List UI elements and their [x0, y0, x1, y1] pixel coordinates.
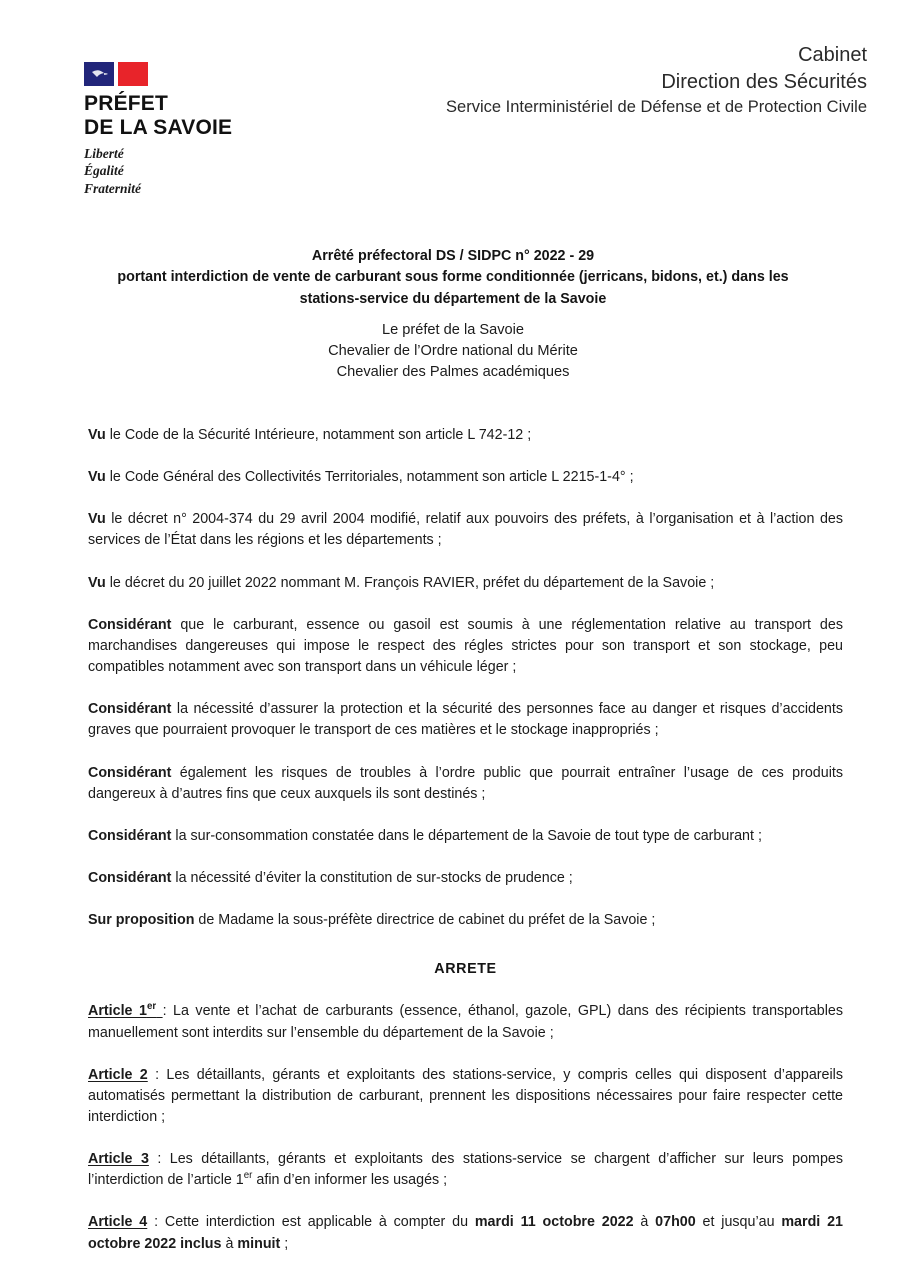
prefecture-name — [84, 92, 314, 139]
clause-text: le Code Général des Collectivités Territoriales, notamment son article L 2215-1-4° ; — [105, 469, 634, 486]
clause-considerant-4 — [88, 826, 843, 847]
authority-line-palmes: Chevalier des Palmes académiques — [336, 364, 570, 381]
motto-egalite: Égalité — [84, 163, 124, 179]
clause-considerant-3 — [88, 763, 843, 805]
clause-label: Vu — [88, 574, 106, 591]
service-sidpc: Service Interministériel de Défense et de Protection Civile — [446, 97, 867, 116]
article-3-ordinal-sup: er — [243, 1170, 253, 1182]
prefecture-name-line2: DE LA SAVOIE — [84, 115, 233, 139]
clause-text: le décret du 20 juillet 2022 nommant M. François RAVIER, préfet du département de la Savoie ; — [105, 574, 715, 591]
document-header — [0, 0, 905, 200]
prefecture-logo-block — [84, 62, 314, 197]
clause-label: Vu — [88, 469, 106, 486]
clause-text: que le carburant, essence ou gasoil est soumis à une réglementation relative au transport des marchandises dangereuses qui impose le respect des régles strictes pour son transport et son stockage, peu compatibles notamment avec son transport dans un véhicule léger ; — [88, 616, 843, 676]
article-2-text: : Les détaillants, gérants et exploitants des stations-service, y compris celles qui disposent d’appareils automatisés permettant la distribution de carburant, prennent les dispositions nécessaires pour faire respecter cette interdiction ; — [88, 1066, 843, 1125]
article-1-ordinal-sup: er — [146, 1001, 157, 1013]
authority-line-merite: Chevalier de l’Ordre national du Mérite — [328, 343, 578, 360]
article-4-text-part3: et jusqu’au — [695, 1214, 782, 1231]
service-cabinet: Cabinet — [798, 44, 867, 66]
article-4-end-date: mardi 21 octobre 2022 inclus — [88, 1214, 843, 1252]
clause-vu-3 — [88, 509, 843, 551]
clause-text: la nécessité d’éviter la constitution de sur-stocks de prudence ; — [171, 870, 573, 887]
clause-text: également les risques de troubles à l’ordre public que pourrait entraîner l’usage de ces produits dangereux à d’autres fins que ceux auxquels ils sont destinés ; — [88, 764, 843, 802]
clause-sur-proposition — [88, 910, 843, 931]
clause-label: Considérant — [88, 616, 172, 633]
clause-label: Considérant — [88, 827, 172, 844]
article-4-start-time: 07h00 — [655, 1214, 696, 1231]
clause-text: la nécessité d’assurer la protection et la sécurité des personnes face au danger et risques d’accidents graves que pourraient provoquer le transport de ces matières et le stockage inappropriés ; — [88, 701, 843, 739]
signing-authority-titles — [88, 320, 818, 383]
article-2-label: Article 2 — [88, 1066, 148, 1083]
clause-considerant-1 — [88, 615, 843, 678]
prefecture-name-line1: PRÉFET — [84, 92, 169, 115]
article-4-text-part5: ; — [280, 1235, 289, 1252]
motto-fraternite: Fraternité — [84, 180, 142, 196]
issuing-service-block — [446, 42, 867, 118]
republic-motto — [84, 145, 314, 197]
clause-label: Considérant — [88, 764, 172, 781]
decree-title-line1: Arrêté préfectoral DS / SIDPC n° 2022 - 29 — [311, 248, 595, 264]
decree-title-line2: portant interdiction de vente de carburant sous forme conditionnée (jerricans, bidons, et.) dans les — [117, 269, 789, 286]
decree-title — [88, 246, 818, 310]
motto-liberte: Liberté — [84, 146, 124, 162]
clause-vu-1 — [88, 425, 843, 446]
article-1-text: : La vente et l’achat de carburants (essence, éthanol, gazole, GPL) dans des récipients transportables manuellement sont interdits sur l’ensemble du département de la Savoie ; — [88, 1003, 843, 1041]
clause-text: le Code de la Sécurité Intérieure, notamment son article L 742-12 ; — [105, 427, 532, 443]
article-4-end-time: minuit — [237, 1235, 281, 1252]
article-1-label-text: Article 1 — [88, 1003, 147, 1020]
clause-text: de Madame la sous-préfète directrice de cabinet du préfet de la Savoie ; — [194, 912, 656, 929]
authority-line-prefet: Le préfet de la Savoie — [382, 322, 524, 338]
clause-considerant-5 — [88, 868, 843, 889]
article-1-label — [88, 1003, 163, 1019]
clause-label: Vu — [88, 427, 106, 443]
clause-vu-2 — [88, 467, 843, 488]
article-4-text-part2: à — [633, 1214, 656, 1231]
arrete-heading: ARRETE — [434, 961, 497, 978]
article-3 — [88, 1149, 843, 1191]
article-3-label: Article 3 — [88, 1151, 149, 1168]
clause-label: Considérant — [88, 701, 172, 718]
clause-text: le décret n° 2004-374 du 29 avril 2004 modifié, relatif aux pouvoirs des préfets, à l’organisation et à l’action des services de l’État dans les régions et les départements ; — [88, 511, 843, 549]
clause-vu-4 — [88, 573, 843, 594]
decree-body — [88, 425, 843, 1276]
article-4-text-part1: : Cette interdiction est applicable à compter du — [147, 1214, 475, 1231]
article-1 — [88, 1001, 843, 1043]
clause-label: Sur proposition — [88, 912, 195, 929]
article-4 — [88, 1212, 843, 1254]
french-flag-marianne-icon — [84, 62, 148, 86]
clause-considerant-2 — [88, 699, 843, 741]
article-2 — [88, 1065, 843, 1128]
article-4-text-part4: à — [221, 1235, 238, 1252]
clause-text: la sur-consommation constatée dans le département de la Savoie de tout type de carburant ; — [171, 827, 762, 844]
article-3-text-part1: : Les détaillants, gérants et exploitants des stations-service se chargent d’afficher sur leurs pompes l’interdiction de l’article 1 — [88, 1151, 843, 1189]
article-3-text-part2: afin d’en informer les usagés ; — [252, 1172, 448, 1189]
service-direction: Direction des Sécurités — [661, 70, 867, 93]
clause-label: Vu — [88, 511, 106, 528]
article-4-start-date: mardi 11 octobre 2022 — [474, 1214, 634, 1231]
article-4-label: Article 4 — [88, 1214, 148, 1231]
decree-title-line3: stations-service du département de la Savoie — [299, 290, 607, 307]
clause-label: Considérant — [88, 870, 172, 887]
